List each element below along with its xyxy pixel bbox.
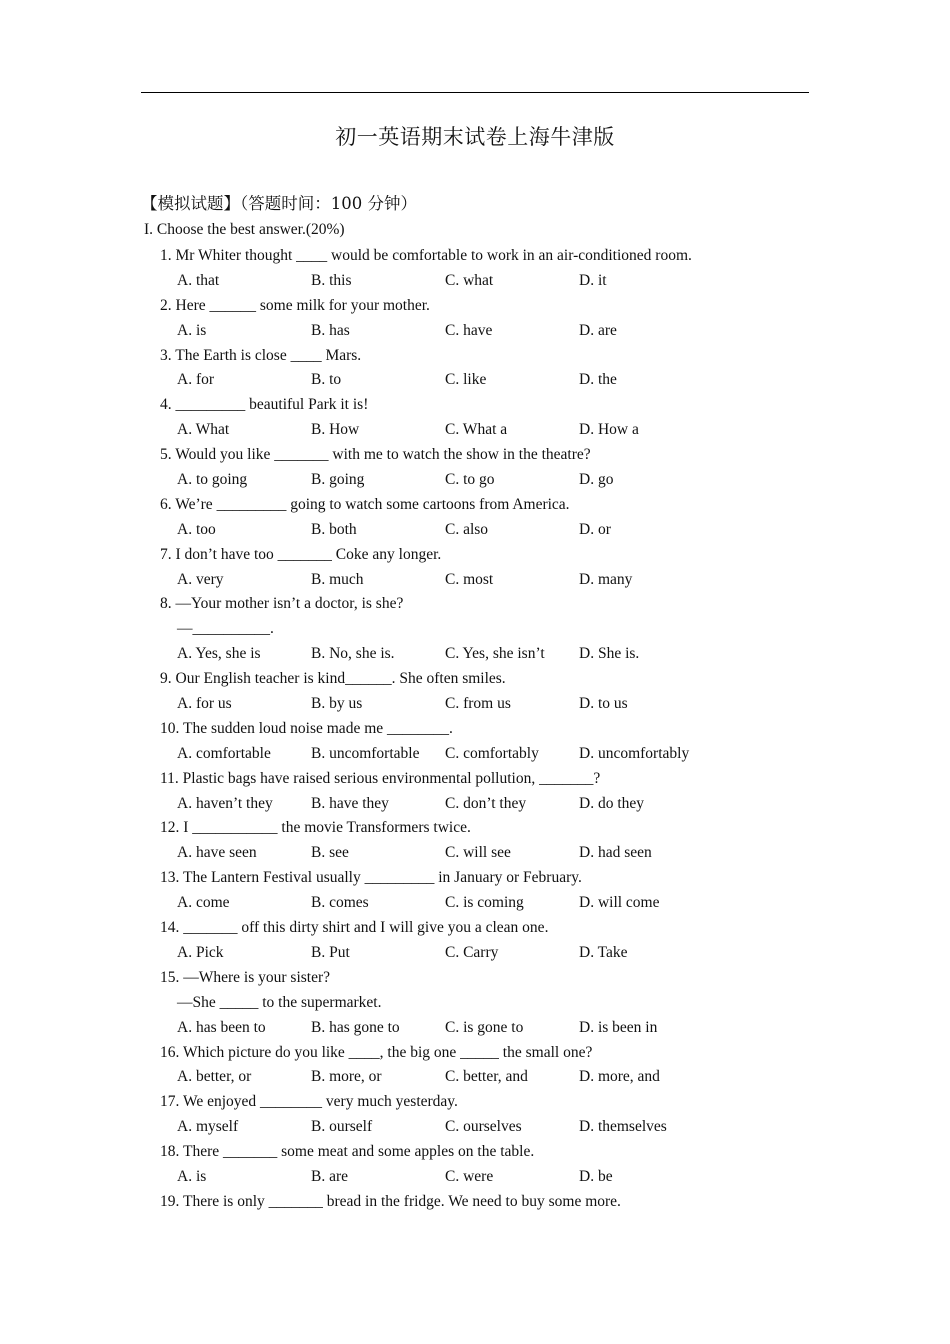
question-stem: 7. I don’t have too _______ Coke any longer.	[160, 545, 442, 563]
question-response-line: —She _____ to the supermarket.	[177, 993, 382, 1011]
question-stem: 3. The Earth is close ____ Mars.	[160, 346, 362, 364]
option-d: D. more, and	[579, 1068, 660, 1086]
question-stem: 11. Plastic bags have raised serious environmental pollution, _______?	[160, 769, 601, 787]
question-stem: 19. There is only _______ bread in the fridge. We need to buy some more.	[160, 1192, 621, 1210]
question-item	[0, 767, 950, 817]
section-heading: I. Choose the best answer.(20%)	[144, 221, 345, 238]
option-d: D. will come	[579, 894, 660, 912]
question-item	[0, 592, 950, 667]
option-b: B. both	[311, 520, 357, 538]
options-row	[0, 368, 950, 393]
question-item	[0, 344, 950, 394]
option-b: B. has	[311, 321, 350, 339]
option-a: A. that	[177, 271, 220, 289]
option-c: C. better, and	[445, 1068, 528, 1086]
option-a: A. myself	[177, 1118, 239, 1136]
option-b: B. this	[311, 271, 352, 289]
question-stem: 18. There _______ some meat and some apples on the table.	[160, 1143, 535, 1161]
option-a: A. is	[177, 321, 207, 339]
option-b: B. much	[311, 570, 364, 588]
option-d: D. How a	[579, 421, 639, 439]
options-row	[0, 792, 950, 817]
question-response-line: —__________.	[177, 620, 274, 638]
options-row	[0, 269, 950, 294]
question-list	[0, 244, 950, 1215]
option-b: B. comes	[311, 894, 369, 912]
option-c: C. like	[445, 371, 487, 389]
options-row	[0, 742, 950, 767]
question-stem: 14. _______ off this dirty shirt and I will give you a clean one.	[160, 919, 549, 937]
option-a: A. to going	[177, 471, 248, 489]
question-stem: 1. Mr Whiter thought ____ would be comfortable to work in an air-conditioned room.	[160, 247, 692, 264]
question-stem: 9. Our English teacher is kind______. She often smiles.	[160, 670, 506, 688]
options-row	[0, 319, 950, 344]
option-c: C. most	[445, 570, 494, 588]
option-d: D. themselves	[579, 1118, 667, 1136]
question-item	[0, 393, 950, 443]
option-b: B. How	[311, 421, 360, 439]
option-a: A. Pick	[177, 943, 224, 961]
option-a: A. Yes, she is	[177, 645, 261, 663]
option-b: B. have they	[311, 794, 389, 812]
option-a: A. comfortable	[177, 744, 271, 762]
question-stem: 13. The Lantern Festival usually _________ in January or February.	[160, 869, 582, 887]
exam-subtitle: 【模拟试题】（答题时间：100 分钟）	[141, 194, 417, 213]
question-item	[0, 667, 950, 717]
option-b: B. ourself	[311, 1118, 373, 1136]
question-item	[0, 916, 950, 966]
option-c: C. were	[445, 1167, 494, 1185]
option-b: B. No, she is.	[311, 645, 395, 663]
option-c: C. also	[445, 520, 489, 538]
option-a: A. has been to	[177, 1018, 266, 1036]
option-b: B. to	[311, 371, 342, 389]
question-item	[0, 816, 950, 866]
option-b: B. more, or	[311, 1068, 382, 1086]
option-d: D. go	[579, 471, 614, 489]
option-c: C. is gone to	[445, 1018, 524, 1036]
option-a: A. What	[177, 421, 230, 439]
option-b: B. by us	[311, 695, 363, 713]
option-c: C. don’t they	[445, 794, 527, 812]
option-c: C. Yes, she isn’t	[445, 645, 545, 663]
option-b: B. has gone to	[311, 1018, 400, 1036]
option-d: D. Take	[579, 943, 628, 961]
option-a: A. too	[177, 520, 216, 538]
option-a: A. for us	[177, 695, 232, 713]
option-d: D. are	[579, 321, 617, 339]
question-item	[0, 244, 950, 294]
option-a: A. come	[177, 894, 230, 912]
question-item	[0, 1140, 950, 1190]
question-item	[0, 1190, 950, 1215]
options-row	[0, 1165, 950, 1190]
option-d: D. be	[579, 1167, 613, 1185]
option-c: C. comfortably	[445, 744, 539, 762]
option-d: D. is been in	[579, 1018, 658, 1036]
option-d: D. the	[579, 371, 617, 389]
option-b: B. are	[311, 1167, 349, 1185]
option-d: D. do they	[579, 794, 645, 812]
option-c: C. will see	[445, 844, 511, 862]
options-row	[0, 642, 950, 667]
option-d: D. or	[579, 520, 611, 538]
option-d: D. it	[579, 271, 607, 289]
option-a: A. very	[177, 570, 224, 588]
option-a: A. for	[177, 371, 215, 389]
question-item	[0, 717, 950, 767]
option-c: C. have	[445, 321, 493, 339]
question-item	[0, 866, 950, 916]
option-d: D. uncomfortably	[579, 744, 690, 762]
option-d: D. She is.	[579, 645, 640, 663]
option-a: A. have seen	[177, 844, 257, 862]
option-a: A. better, or	[177, 1068, 252, 1086]
page-title: 初一英语期末试卷上海牛津版	[335, 125, 615, 149]
option-b: B. see	[311, 844, 349, 862]
options-row	[0, 418, 950, 443]
options-row	[0, 568, 950, 593]
option-c: C. ourselves	[445, 1118, 522, 1136]
option-d: D. many	[579, 570, 633, 588]
question-stem: 16. Which picture do you like ____, the big one _____ the small one?	[160, 1043, 593, 1061]
option-c: C. what	[445, 271, 494, 289]
options-row	[0, 468, 950, 493]
question-stem: 2. Here ______ some milk for your mother.	[160, 296, 430, 314]
question-stem: 15. —Where is your sister?	[160, 968, 331, 986]
question-stem: 8. —Your mother isn’t a doctor, is she?	[160, 595, 404, 613]
option-c: C. to go	[445, 471, 495, 489]
question-stem: 5. Would you like _______ with me to watch the show in the theatre?	[160, 446, 591, 464]
question-item	[0, 1041, 950, 1091]
option-b: B. uncomfortable	[311, 744, 420, 762]
question-item	[0, 543, 950, 593]
option-a: A. is	[177, 1167, 207, 1185]
options-row	[0, 1115, 950, 1140]
options-row	[0, 518, 950, 543]
question-item	[0, 1090, 950, 1140]
option-b: B. Put	[311, 943, 350, 961]
option-d: D. to us	[579, 695, 628, 713]
options-row	[0, 692, 950, 717]
option-d: D. had seen	[579, 844, 652, 862]
option-c: C. from us	[445, 695, 511, 713]
options-row	[0, 841, 950, 866]
question-item	[0, 443, 950, 493]
option-c: C. Carry	[445, 943, 499, 961]
option-c: C. What a	[445, 421, 508, 439]
option-a: A. haven’t they	[177, 794, 273, 812]
options-row	[0, 941, 950, 966]
question-stem: 4. _________ beautiful Park it is!	[160, 396, 369, 414]
options-row	[0, 891, 950, 916]
question-item	[0, 294, 950, 344]
question-stem: 10. The sudden loud noise made me ________.	[160, 719, 453, 737]
question-stem: 17. We enjoyed ________ very much yesterday.	[160, 1093, 458, 1111]
option-c: C. is coming	[445, 894, 524, 912]
options-row	[0, 1065, 950, 1090]
question-stem: 6. We’re _________ going to watch some cartoons from America.	[160, 495, 570, 513]
options-row	[0, 1016, 950, 1041]
option-b: B. going	[311, 471, 365, 489]
question-item	[0, 493, 950, 543]
header-rule	[141, 92, 809, 93]
question-item	[0, 966, 950, 1041]
question-stem: 12. I ___________ the movie Transformers twice.	[160, 819, 471, 837]
